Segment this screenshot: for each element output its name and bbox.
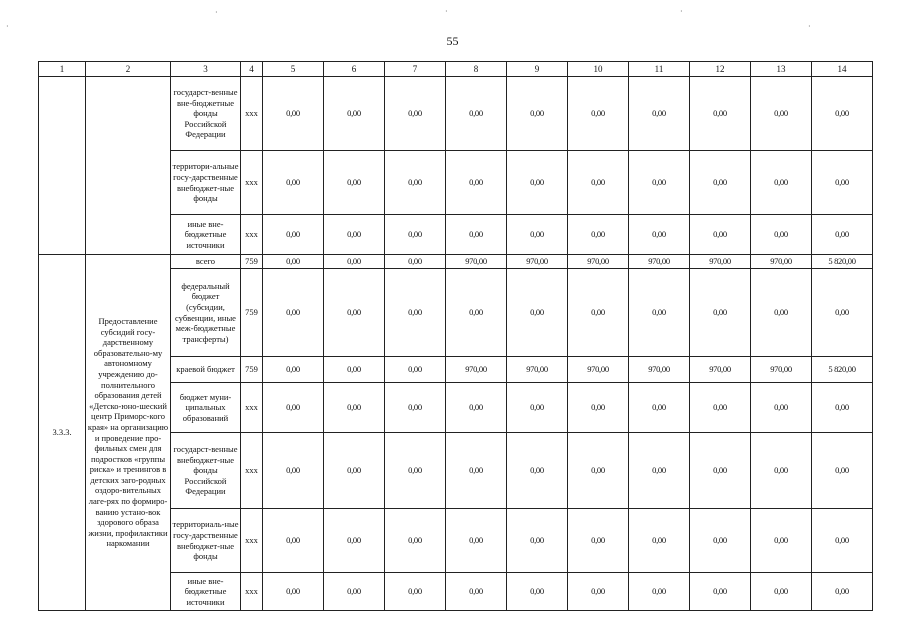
column-header: 2 (86, 62, 171, 77)
scan-speck: · (215, 8, 218, 17)
value-cell: 0,00 (446, 151, 507, 215)
value-cell: 0,00 (629, 383, 690, 433)
value-cell: 0,00 (690, 151, 751, 215)
value-cell: 970,00 (507, 255, 568, 269)
value-cell: 0,00 (751, 151, 812, 215)
value-cell: 0,00 (629, 215, 690, 255)
value-cell: 0,00 (812, 215, 873, 255)
column-header: 9 (507, 62, 568, 77)
value-cell: 970,00 (629, 357, 690, 383)
value-cell: 0,00 (385, 151, 446, 215)
index-cell (39, 77, 86, 255)
value-cell: 0,00 (385, 383, 446, 433)
value-cell: 0,00 (812, 433, 873, 509)
source-cell: государст-венные вне-бюджетные фонды Российской Федерации (171, 77, 241, 151)
code-cell: xxx (241, 383, 263, 433)
column-header: 11 (629, 62, 690, 77)
value-cell: 0,00 (812, 383, 873, 433)
value-cell: 0,00 (751, 383, 812, 433)
value-cell: 0,00 (446, 383, 507, 433)
value-cell: 0,00 (446, 509, 507, 573)
value-cell: 0,00 (324, 573, 385, 611)
code-cell: 759 (241, 255, 263, 269)
source-cell: всего (171, 255, 241, 269)
code-cell: 759 (241, 269, 263, 357)
value-cell: 0,00 (507, 383, 568, 433)
value-cell: 0,00 (568, 77, 629, 151)
table-row (39, 77, 873, 151)
column-header: 4 (241, 62, 263, 77)
value-cell: 970,00 (568, 255, 629, 269)
code-cell: xxx (241, 215, 263, 255)
value-cell: 0,00 (568, 433, 629, 509)
value-cell: 0,00 (690, 215, 751, 255)
column-header: 5 (263, 62, 324, 77)
value-cell: 0,00 (324, 77, 385, 151)
column-header: 3 (171, 62, 241, 77)
value-cell: 0,00 (812, 77, 873, 151)
value-cell: 0,00 (324, 269, 385, 357)
code-cell: xxx (241, 433, 263, 509)
value-cell: 0,00 (385, 573, 446, 611)
value-cell: 0,00 (812, 573, 873, 611)
value-cell: 0,00 (629, 269, 690, 357)
value-cell: 970,00 (568, 357, 629, 383)
value-cell: 0,00 (263, 151, 324, 215)
source-cell: иные вне-бюджетные источники (171, 215, 241, 255)
source-cell: краевой бюджет (171, 357, 241, 383)
value-cell: 970,00 (446, 255, 507, 269)
value-cell: 0,00 (690, 269, 751, 357)
value-cell: 0,00 (324, 509, 385, 573)
value-cell: 970,00 (690, 357, 751, 383)
value-cell: 0,00 (812, 509, 873, 573)
value-cell: 970,00 (446, 357, 507, 383)
value-cell: 0,00 (629, 433, 690, 509)
value-cell: 0,00 (751, 269, 812, 357)
value-cell: 0,00 (385, 255, 446, 269)
value-cell: 0,00 (568, 509, 629, 573)
value-cell: 0,00 (812, 269, 873, 357)
value-cell: 0,00 (690, 433, 751, 509)
value-cell: 0,00 (690, 573, 751, 611)
value-cell: 0,00 (385, 269, 446, 357)
source-cell: государст-венные внебюджет-ные фонды Российской Федерации (171, 433, 241, 509)
value-cell: 0,00 (324, 215, 385, 255)
value-cell: 970,00 (629, 255, 690, 269)
value-cell: 0,00 (263, 433, 324, 509)
source-cell: федеральный бюджет (субсидии, субвенции, иные меж-бюджетные трансферты) (171, 269, 241, 357)
value-cell: 0,00 (568, 573, 629, 611)
value-cell: 0,00 (629, 509, 690, 573)
scan-speck: · (808, 22, 811, 31)
value-cell: 0,00 (263, 77, 324, 151)
value-cell: 0,00 (507, 77, 568, 151)
code-cell: 759 (241, 357, 263, 383)
budget-table (38, 61, 873, 611)
value-cell: 0,00 (385, 433, 446, 509)
value-cell: 970,00 (751, 255, 812, 269)
value-cell: 0,00 (751, 215, 812, 255)
value-cell: 0,00 (568, 383, 629, 433)
value-cell: 970,00 (751, 357, 812, 383)
value-cell: 0,00 (751, 573, 812, 611)
source-cell: иные вне-бюджетные источники (171, 573, 241, 611)
source-cell: территориаль-ные госу-дарственные внебюджет-ные фонды (171, 509, 241, 573)
value-cell: 0,00 (324, 255, 385, 269)
index-cell: 3.3.3. (39, 255, 86, 611)
value-cell: 0,00 (446, 433, 507, 509)
value-cell: 0,00 (690, 383, 751, 433)
column-header: 12 (690, 62, 751, 77)
value-cell: 0,00 (690, 509, 751, 573)
column-header: 13 (751, 62, 812, 77)
value-cell: 0,00 (263, 573, 324, 611)
column-header: 1 (39, 62, 86, 77)
scan-speck: · (6, 22, 9, 31)
value-cell: 0,00 (507, 269, 568, 357)
value-cell: 0,00 (324, 151, 385, 215)
value-cell: 0,00 (263, 269, 324, 357)
value-cell: 970,00 (690, 255, 751, 269)
value-cell: 0,00 (385, 215, 446, 255)
description-cell: Предоставление субсидий госу-дарственному образовательно-му автономному учреждению до-полнительного образования детей «Детско-юно-шеский центр Приморс-кого края» на организацию и проведение про-фильных смен для подростков «группы риска» и тренингов в детских заго-родных оздоро-вительных лаге-рях по формиро-ванию устано-вок здорового образа жизни, профилактики наркомании (86, 255, 171, 611)
value-cell: 0,00 (385, 77, 446, 151)
value-cell: 0,00 (263, 383, 324, 433)
column-header: 14 (812, 62, 873, 77)
value-cell: 0,00 (324, 433, 385, 509)
value-cell: 0,00 (568, 269, 629, 357)
value-cell: 0,00 (507, 573, 568, 611)
column-header: 7 (385, 62, 446, 77)
value-cell: 0,00 (568, 215, 629, 255)
value-cell: 0,00 (690, 77, 751, 151)
code-cell: xxx (241, 77, 263, 151)
value-cell: 970,00 (507, 357, 568, 383)
scan-speck: · (445, 7, 448, 16)
value-cell: 0,00 (629, 151, 690, 215)
value-cell: 5 820,00 (812, 357, 873, 383)
value-cell: 0,00 (446, 269, 507, 357)
value-cell: 0,00 (446, 215, 507, 255)
value-cell: 0,00 (507, 215, 568, 255)
value-cell: 0,00 (751, 433, 812, 509)
value-cell: 0,00 (751, 509, 812, 573)
source-cell: территори-альные госу-дарственные внебюджет-ные фонды (171, 151, 241, 215)
scan-speck: · (680, 7, 683, 16)
value-cell: 0,00 (263, 255, 324, 269)
value-cell: 0,00 (629, 573, 690, 611)
value-cell: 0,00 (324, 357, 385, 383)
column-header: 6 (324, 62, 385, 77)
value-cell: 0,00 (629, 77, 690, 151)
value-cell: 0,00 (568, 151, 629, 215)
table-row (39, 255, 873, 269)
value-cell: 0,00 (446, 77, 507, 151)
value-cell: 5 820,00 (812, 255, 873, 269)
value-cell: 0,00 (263, 215, 324, 255)
value-cell: 0,00 (507, 433, 568, 509)
code-cell: xxx (241, 509, 263, 573)
value-cell: 0,00 (507, 509, 568, 573)
source-cell: бюджет муни-ципальных образований (171, 383, 241, 433)
value-cell: 0,00 (812, 151, 873, 215)
value-cell: 0,00 (446, 573, 507, 611)
column-header: 8 (446, 62, 507, 77)
value-cell: 0,00 (507, 151, 568, 215)
column-header: 10 (568, 62, 629, 77)
value-cell: 0,00 (385, 509, 446, 573)
description-cell (86, 77, 171, 255)
value-cell: 0,00 (385, 357, 446, 383)
value-cell: 0,00 (263, 357, 324, 383)
page-number: 55 (446, 34, 459, 48)
value-cell: 0,00 (263, 509, 324, 573)
value-cell: 0,00 (751, 77, 812, 151)
header-row (39, 62, 873, 77)
code-cell: xxx (241, 573, 263, 611)
value-cell: 0,00 (324, 383, 385, 433)
code-cell: xxx (241, 151, 263, 215)
